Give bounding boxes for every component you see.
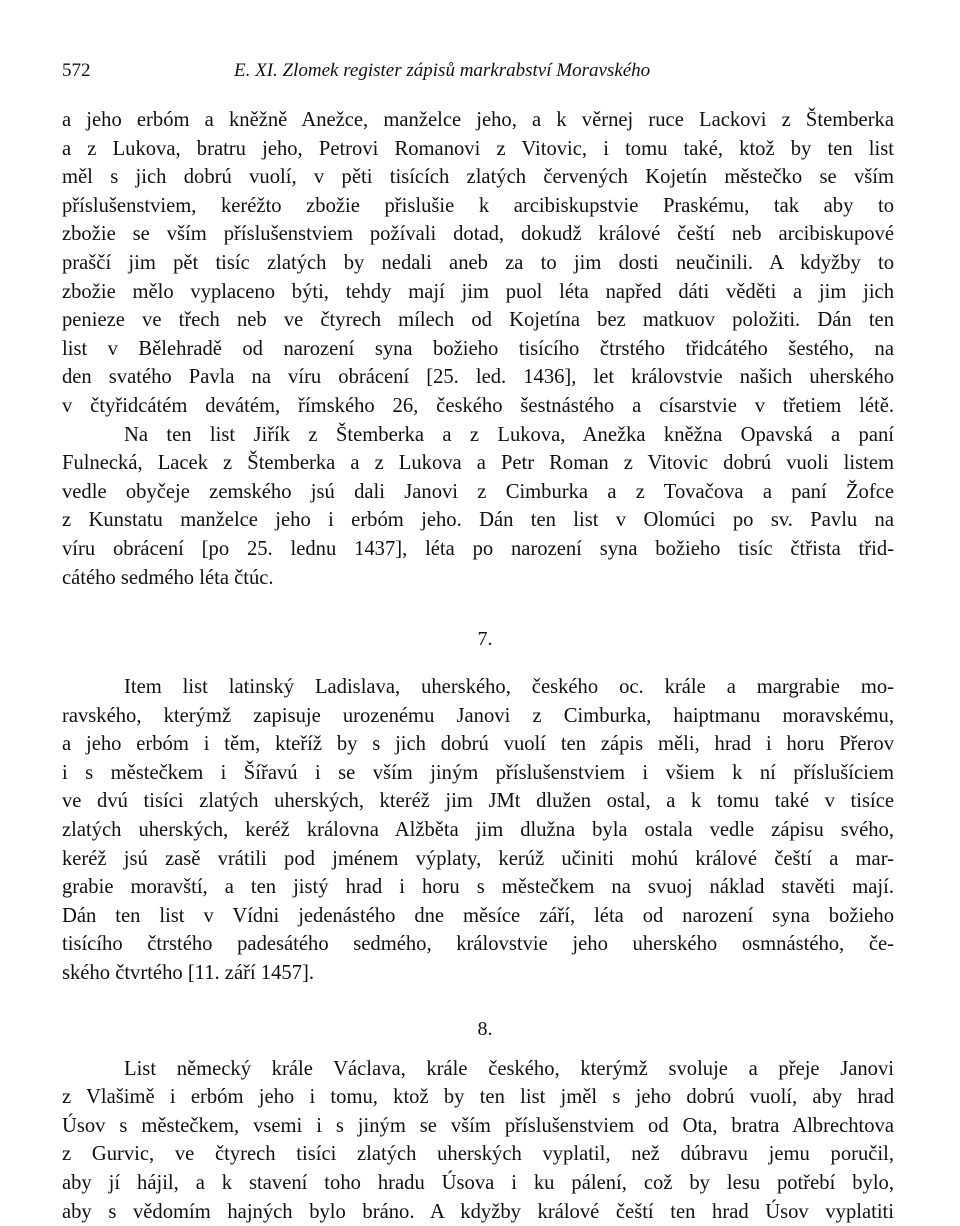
paragraph-section-7 (62, 673, 894, 988)
text-line: Item list latinský Ladislava, uherského, českého oc. krále a margrabie mo- (124, 676, 894, 699)
text-line: penieze ve třech neb ve čtyrech mílech od Kojetína bez matkuov položiti. Dán ten (62, 309, 894, 332)
section-number: 7. (477, 628, 493, 651)
paragraph-section-8 (62, 1055, 894, 1226)
text-line: tisícího čtrstého padesátého sedmého, královstvie jeho uherského osmnástého, če- (62, 933, 894, 956)
text-line: zlatých uherských, keréž královna Alžběta jim dlužna byla ostala vedle zápisu svého, (62, 819, 894, 842)
page-header (62, 52, 894, 92)
page-number: 572 (62, 60, 91, 81)
text-line: příslušenstviem, keréžto zbožie přislušie k arcibiskupstvie Praskému, tak aby to (62, 194, 894, 217)
text-line: List německý krále Václava, krále českého, kterýmž svoluje a přeje Janovi (124, 1057, 894, 1080)
text-line: Úsov s městečkem, vsemi i s jiným se vším příslušenstviem od Ota, bratra Albrechtova (62, 1114, 894, 1137)
paragraph-consent-letter (62, 421, 894, 593)
text-line: praščí jim pět tisíc zlatých by nedali aneb za to jim dosti neučinili. A kdyžby to (62, 251, 894, 274)
text-line: grabie moravští, a ten jistý hrad i horu s městečkem na svuoj náklad stavěti mají. (62, 876, 894, 899)
text-line: aby jí hájil, a k stavení toho hradu Úsova i ku pálení, což by lesu potřebí bylo, (62, 1172, 894, 1194)
text-line: vedle obyčeje zemského jsú dali Janovi z Cimburka a z Tovačova a paní Žofce (62, 480, 894, 503)
text-line: měl s jich dobrú vuolí, v pěti tisících zlatých červených Kojetín městečko se vším (62, 166, 894, 189)
text-line: cátého sedmého léta čtúc. (62, 566, 274, 589)
text-line: Na ten list Jiřík z Štemberka a z Lukova, Anežka kněžna Opavská a paní (124, 423, 894, 446)
text-line: a z Lukova, bratru jeho, Petrovi Romanovi z Vitovic, i tomu také, ktož by ten list (62, 137, 894, 160)
text-line: aby s vědomím hajných bylo bráno. A kdyžby králové čeští ten hrad Úsov vyplatiti (62, 1200, 894, 1223)
text-line: a jeho erbóm i těm, kteříž by s jich dobrú vuolí ten zápis měli, hrad i horu Přerov (62, 733, 894, 756)
section-number: 8. (477, 1017, 493, 1040)
text-line: keréž jsú zasě vrátili pod jménem výplaty, kerúž učiniti mohú králové čeští a mar- (62, 847, 894, 870)
text-line: a jeho erbóm a kněžně Anežce, manželce jeho, a k věrnej ruce Lackovi z Štemberka (62, 109, 894, 131)
text-line: list v Bělehradě od narození syna božieho tisícího čtrstého třidcátého šestého, na (62, 337, 894, 360)
running-head: E. XI. Zlomek register zápisů markrabství Moravského (234, 60, 651, 81)
text-line: z Kunstatu manželce jeho i erbóm jeho. Dán ten list v Olomúci po sv. Pavlu na (62, 509, 894, 532)
document-page (62, 52, 894, 1226)
text-line: Fulnecká, Lacek z Štemberka a z Lukova a Petr Roman z Vitovic dobrú vuoli listem (62, 452, 894, 475)
text-line: ského čtvrtého [11. září 1457]. (62, 962, 315, 985)
text-line: v čtyřidcátém devátém, římského 26, českého šestnástého a císarstvie v třetiem létě. (62, 394, 894, 417)
text-line: Dán ten list v Vídni jedenástého dne měsíce září, léta od narození syna božieho (62, 904, 894, 927)
text-line: i s městečkem i Šířavú i se vším jiným příslušenstviem i všiem k ní příslušíciem (62, 761, 894, 784)
text-line: den svatého Pavla na víru obrácení [25. led. 1436], let královstvie našich uherského (62, 366, 894, 389)
text-line: z Gurvic, ve čtyrech tisíci zlatých uherských vyplatil, než dúbravu jemu poručil, (62, 1143, 894, 1166)
paragraph-charter-kojetin (62, 106, 894, 421)
text-line: z Vlašimě i erbóm jeho i tomu, ktož by ten list jměl s jeho dobrú vuolí, aby hrad (62, 1086, 894, 1109)
text-line: ravského, kterýmž zapisuje urozenému Janovi z Cimburka, haiptmanu moravskému, (62, 704, 894, 727)
text-line: zbožie mělo vyplaceno býti, tehdy mají jim puol léta napřed dáti věděti a jim jich (62, 280, 894, 303)
text-line: víru obrácení [po 25. lednu 1437], léta po narození syna božieho tisíc čtřista třid- (62, 537, 894, 560)
text-line: zbožie se vším příslušenstviem požívali dotad, dokudž králové čeští neb arcibiskupové (62, 223, 894, 246)
text-line: ve dvú tisíci zlatých uherských, kteréž jim JMt dlužen ostal, a k tomu také v tisíce (62, 790, 894, 813)
